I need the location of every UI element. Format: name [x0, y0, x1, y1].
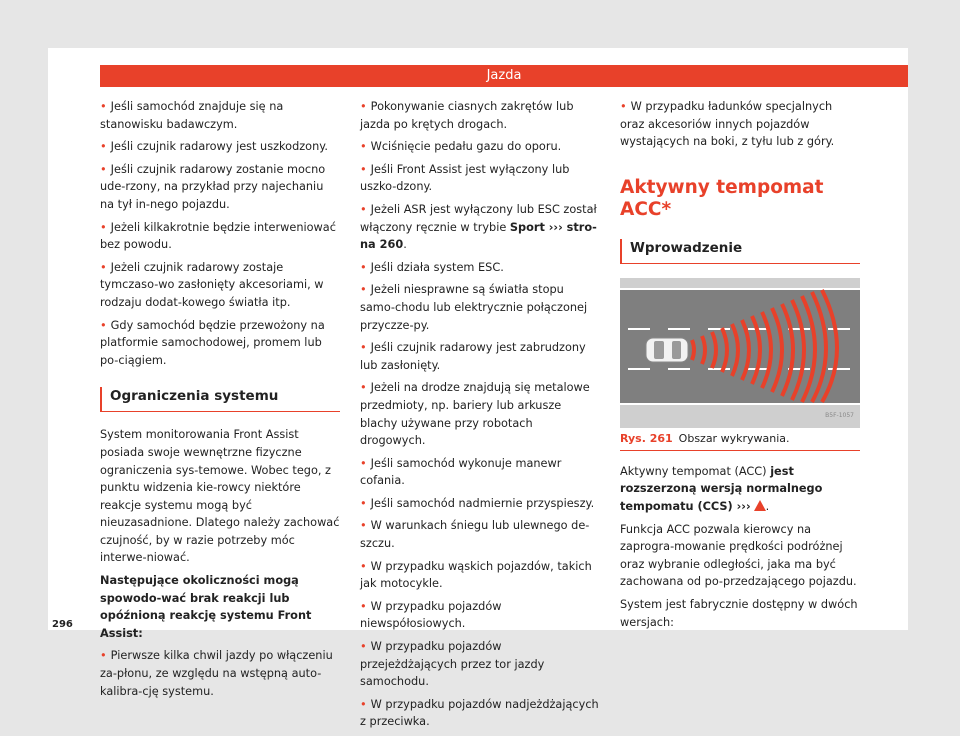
list-item: • Jeżeli niesprawne są światła stopu samo-chodu lub elektrycznie połączonej przyczze-py.: [360, 281, 600, 334]
list-item: • Wciśnięcie pedału gazu do oporu.: [360, 138, 600, 156]
page-reference: Sport ››› stro-na 260: [360, 220, 597, 252]
list-item: • W przypadku wąskich pojazdów, takich jak motocykle.: [360, 558, 600, 593]
intro-text: Aktywny tempomat (ACC): [620, 464, 771, 478]
list-item: • W przypadku pojazdów przejeżdżających przez tor jazdy samochodu.: [360, 638, 600, 691]
page-number: 296: [52, 619, 73, 630]
limits-paragraph: System monitorowania Front Assist posiada swoje wewnętrzne fizyczne ograniczenia sys-temowe. Wobec tego, z punktu widzenia kie-rowcy niektóre reakcje systemu mogą być nieuzasadnione. Dlatego należy zachować czujność, by w razie potrzeby móc interwe-niować.: [100, 428, 340, 565]
list-item: • Jeżeli na drodze znajdują się metalowe przedmioty, np. bariery lub arkusze blachy używane przy robotach drogowych.: [360, 379, 600, 449]
list-item: • Jeśli czujnik radarowy zostanie mocno ude-rzony, na przykład przy najechaniu na tył in-nego pojazdu.: [100, 161, 340, 214]
section-title-acc: Aktywny tempomat ACC*: [620, 176, 824, 220]
list-item: • Jeśli czujnik radarowy jest zabrudzony lub zasłonięty.: [360, 339, 600, 374]
list-item: • Jeżeli kilkakrotnie będzie interweniować bez powodu.: [100, 219, 340, 254]
radar-waves: [692, 290, 837, 402]
caption-text: Obszar wykrywania.: [678, 431, 790, 445]
list-item: • Jeśli czujnik radarowy jest uszkodzony.: [100, 138, 340, 156]
list-item: [360, 201, 600, 254]
list-item: • W warunkach śniegu lub ulewnego de-szczu.: [360, 517, 600, 552]
warning-icon: [754, 500, 766, 511]
list-item: • W przypadku pojazdów niewspółosiowych.: [360, 598, 600, 633]
road-line-bottom: [620, 403, 860, 405]
acc-function-paragraph: Funkcja ACC pozwala kierowcy na zaprogra-mowanie prędkości podróżnej oraz wybranie odległości, jaka ma być zachowana od po-przedzającego pojazdu.: [620, 522, 857, 589]
car-top-view: [646, 338, 688, 362]
bullet-list-bottom: [100, 647, 340, 700]
heading-introduction: Wprowadzenie: [620, 239, 860, 264]
list-item: • Jeśli samochód nadmiernie przyspieszy.: [360, 495, 600, 513]
list-item: • Jeśli Front Assist jest wyłączony lub uszko-dzony.: [360, 161, 600, 196]
list-item: • Pokonywanie ciasnych zakrętów lub jazda po krętych drogach.: [360, 98, 600, 133]
heading-system-limits: Ograniczenia systemu: [100, 387, 340, 412]
acc-versions-paragraph: System jest fabrycznie dostępny w dwóch wersjach:: [620, 597, 858, 629]
list-item-text: Jeżeli ASR jest wyłączony lub ESC został włączony ręcznie w trybie: [360, 202, 597, 234]
list-item: • Pierwsze kilka chwil jazdy po włączeniu za-płonu, ze względu na wstępną auto-kalibra-cję systemu.: [100, 647, 340, 700]
bold-intro: Następujące okoliczności mogą spowodo-wać brak reakcji lub opóźnioną reakcję systemu Front Assist:: [100, 574, 312, 640]
road-illustration: [620, 278, 860, 428]
intro-bold: jest rozszerzoną wersją normalnego tempomatu (CCS) ›››: [620, 464, 823, 513]
chapter-header: Jazda: [100, 65, 908, 87]
figure-detection-area: [620, 278, 860, 428]
figure-number: Rys. 261: [620, 431, 673, 445]
figure-code: B5F-1057: [825, 412, 854, 420]
list-item: • Jeśli działa system ESC.: [360, 259, 600, 277]
list-item: • Gdy samochód będzie przewożony na platformie samochodowej, promem lub po-ciągiem.: [100, 317, 340, 370]
bullet-list-rest: [360, 259, 600, 731]
list-item: • Jeśli samochód znajduje się na stanowisku badawczym.: [100, 98, 340, 133]
list-item: • W przypadku pojazdów nadjeżdżających z przeciwka.: [360, 696, 600, 731]
column-left: [100, 98, 340, 705]
acc-intro-paragraph: [620, 463, 860, 516]
road-edge-top: [620, 278, 860, 288]
road-edge-bottom: [620, 405, 860, 428]
intro-end: .: [765, 499, 770, 513]
column-middle: [360, 98, 600, 736]
list-item: • Jeśli samochód wykonuje manewr cofania.: [360, 455, 600, 490]
list-item: • Jeżeli czujnik radarowy zostaje tymczaso-wo zasłonięty akcesoriami, w rodzaju dodat-kowego światła itp.: [100, 259, 340, 312]
list-item-end: .: [403, 238, 407, 252]
list-item: • W przypadku ładunków specjalnych oraz akcesoriów innych pojazdów wystających na boki, z tyłu lub z góry.: [620, 98, 860, 151]
bullet-list-top: [100, 98, 340, 369]
manual-page: [48, 48, 908, 729]
figure-caption: [620, 428, 860, 451]
column-right: [620, 98, 860, 636]
